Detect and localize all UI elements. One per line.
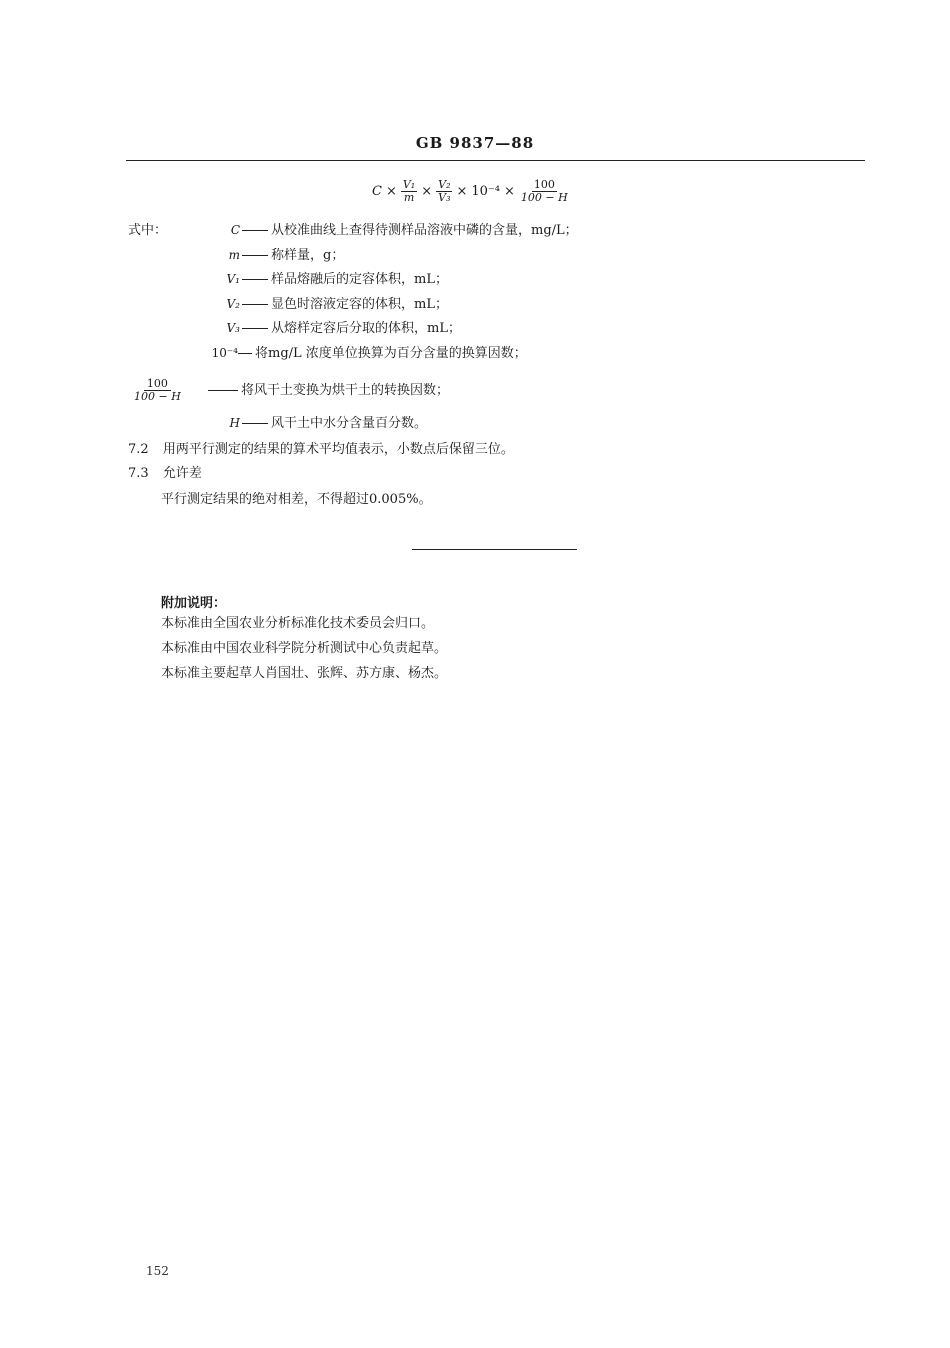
where-label: 式中： [128, 223, 168, 238]
definition-text: 样品熔融后的定容体积，mL； [271, 272, 448, 287]
header-rule [126, 160, 865, 161]
definition-symbol: 10⁻⁴ [211, 346, 238, 360]
definition-row [240, 417, 427, 430]
formula [372, 179, 570, 203]
definition-symbol: V₁ [226, 272, 240, 286]
times-sign: × [456, 183, 468, 199]
fraction-v1-m [401, 179, 417, 203]
em-dash [242, 255, 268, 256]
em-dash [242, 423, 268, 424]
fraction-numerator: 100 [144, 378, 171, 391]
section-number: 7.3 [128, 466, 149, 481]
standard-number: GB 9837—88 [415, 134, 535, 152]
page-number: 152 [146, 1264, 169, 1278]
appendix-heading: 附加说明： [161, 596, 227, 611]
definition-text: 显色时溶液定容的体积，mL； [271, 297, 448, 312]
definition-symbol: V₃ [226, 321, 240, 335]
fraction-v2-v3 [436, 179, 452, 203]
fraction-denominator: 100 − H [134, 389, 181, 403]
definition-symbol: C [230, 223, 240, 237]
power-term: 10⁻⁴ [471, 183, 501, 199]
fraction-numerator: V₂ [438, 178, 451, 191]
definition-text: 将风干土变换为烘干土的转换因数； [241, 383, 450, 398]
definition-text: 风干土中水分含量百分数。 [271, 416, 428, 431]
em-dash [242, 279, 268, 280]
end-rule [412, 549, 577, 550]
times-sign: × [421, 183, 433, 199]
section-text: 用两平行测定的结果的算术平均值表示，小数点后保留三位。 [162, 442, 514, 457]
tolerance-text: 平行测定结果的绝对相差，不得超过0.005%。 [161, 492, 432, 507]
definition-text: 将mg/L 浓度单位换算为百分含量的换算因数； [255, 346, 527, 361]
definition-symbol: m [228, 248, 240, 262]
times-sign: × [504, 183, 515, 199]
fraction-100-over-100-minus-h [519, 179, 570, 203]
em-dash [208, 390, 238, 391]
section-7-3 [128, 467, 202, 480]
em-dash [242, 328, 268, 329]
fraction-denominator: 100 − H [520, 190, 568, 204]
definition-symbol: H [229, 416, 240, 430]
appendix-line: 本标准由全国农业分析标准化技术委员会归口。 [161, 616, 435, 631]
appendix-line: 本标准主要起草人肖国壮、张辉、苏方康、杨杰。 [161, 666, 448, 681]
definition-row [240, 224, 578, 237]
times-sign: × [385, 183, 397, 199]
definition-symbol: V₂ [226, 297, 240, 311]
em-dash [238, 353, 252, 354]
section-number: 7.2 [128, 442, 149, 457]
em-dash [242, 304, 268, 305]
formula-lhs: C [372, 183, 382, 199]
definition-row [240, 322, 461, 335]
section-7-2 [128, 443, 514, 456]
em-dash [242, 230, 268, 231]
definition-row [240, 273, 448, 286]
section-text: 允许差 [162, 466, 202, 481]
definition-text: 从熔样定容后分取的体积，mL； [271, 321, 461, 336]
definition-text: 从校准曲线上查得待测样品溶液中磷的含量，mg/L； [271, 223, 578, 238]
fraction-numerator: 100 [533, 178, 555, 191]
definition-symbol-fraction [134, 372, 181, 402]
fraction-denominator: V₃ [438, 190, 451, 204]
fraction-numerator: V₁ [402, 178, 416, 191]
fraction-denominator: m [403, 190, 415, 204]
definition-row [206, 384, 449, 397]
definition-row [236, 347, 527, 360]
definition-row [240, 249, 344, 262]
definition-row [240, 298, 448, 311]
appendix-line: 本标准由中国农业科学院分析测试中心负责起草。 [161, 641, 448, 656]
definition-text: 称样量，g； [271, 248, 345, 263]
